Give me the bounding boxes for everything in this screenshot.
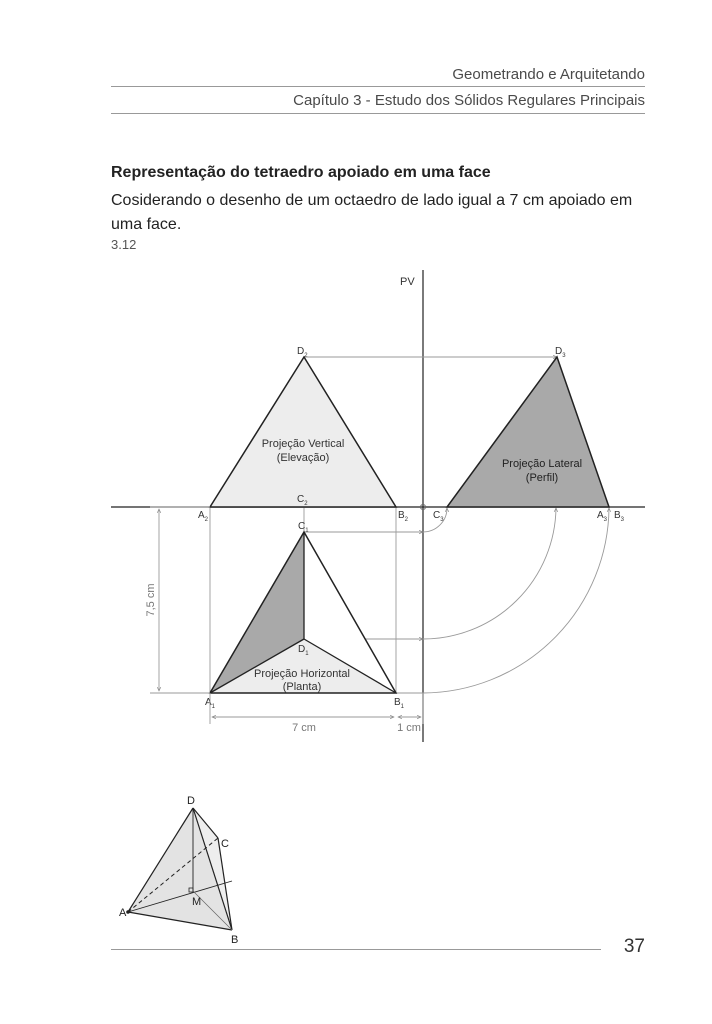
label-c2: $C_2$ (297, 494, 308, 507)
persp-label-b: B (231, 934, 239, 946)
lateral-projection (447, 357, 609, 507)
persp-label-m: M (192, 896, 202, 908)
page-number: 37 (623, 936, 645, 957)
horizontal-caption-line1: Projeção Horizontal (254, 668, 350, 680)
section-title: Representação do tetraedro apoiado em uma face (111, 164, 491, 181)
vertical-caption-line2: (Elevação) (276, 452, 330, 464)
label-a3: $A_3$ (597, 510, 608, 523)
pv-label: PV (400, 276, 415, 288)
label-d3: $D_3$ (555, 346, 566, 359)
vertical-caption-line1: Projeção Vertical (261, 438, 345, 450)
dimension-width: 7 cm (292, 722, 316, 734)
label-a2: $A_2$ (198, 510, 209, 523)
persp-label-d: D (187, 795, 195, 807)
footer-rule (111, 949, 601, 950)
label-c1: $C_1$ (298, 521, 309, 534)
book-title: Geometrando e Arquitetando (452, 66, 645, 83)
dimension-gap: 1 cm (397, 722, 421, 734)
dimension-height: 7,5 cm (145, 583, 157, 617)
horizontal-caption-line2: (Planta) (282, 681, 322, 693)
lateral-caption-line2: (Perfil) (525, 472, 559, 484)
persp-label-c: C (221, 838, 229, 850)
chapter-title: Capítulo 3 - Estudo dos Sólidos Regulares Principais (293, 92, 645, 109)
label-b1: $B_1$ (394, 697, 405, 710)
label-b3: $B_3$ (614, 510, 625, 523)
label-b2: $B_2$ (398, 510, 409, 523)
perspective-sketch (126, 808, 232, 930)
label-c3: $C_3$ (433, 510, 444, 523)
figure-number: 3.12 (111, 237, 137, 252)
label-a1: $A_1$ (205, 697, 216, 710)
label-d2: $D_2$ (297, 346, 308, 359)
vertical-projection (210, 357, 396, 507)
label-d1: $D_1$ (298, 644, 309, 657)
lateral-caption-line1: Projeção Lateral (501, 458, 583, 470)
persp-label-a: A (119, 907, 127, 919)
paragraph: Cosiderando o desenho de um octaedro de lado igual a 7 cm apoiado em uma face. (111, 192, 633, 233)
